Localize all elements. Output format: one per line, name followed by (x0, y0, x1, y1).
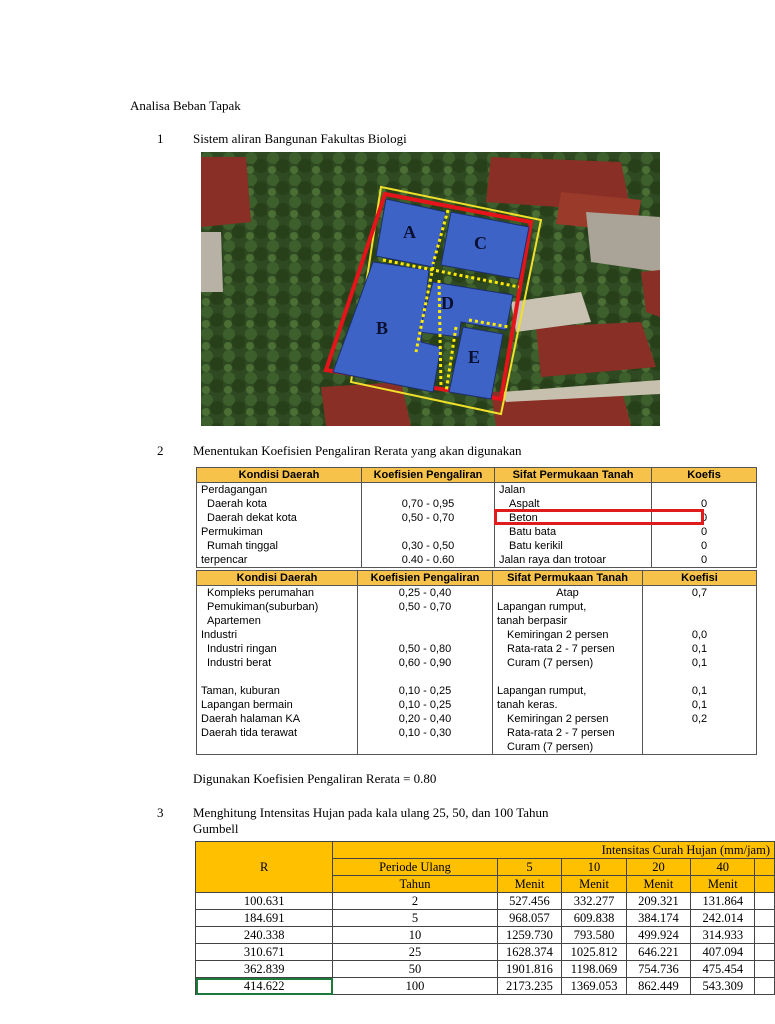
coef2-cell: Kemiringan 2 persen (493, 712, 643, 726)
coef2-cell (643, 614, 757, 628)
coef-header-koefisien: Koefisien Pengaliran (362, 468, 495, 483)
coef2-cell: 0,25 - 0,40 (358, 586, 493, 601)
cell[interactable]: 2173.235 (497, 978, 562, 995)
coef-header-kondisi: Kondisi Daerah (197, 468, 362, 483)
coef2-cell (358, 740, 493, 755)
coef-cell: Batu bata (495, 525, 652, 539)
cell[interactable] (755, 893, 775, 910)
coef-cell: Daerah kota (197, 497, 362, 511)
coef2-cell: 0,20 - 0,40 (358, 712, 493, 726)
coef2-cell: Atap (493, 586, 643, 601)
item-number-1: 1 (157, 131, 164, 146)
cell[interactable] (755, 944, 775, 961)
unit-header: Menit (626, 876, 690, 893)
cell[interactable] (755, 978, 775, 995)
cell[interactable]: 242.014 (691, 910, 755, 927)
cell[interactable]: 968.057 (497, 910, 562, 927)
coef-note: Digunakan Koefisien Pengaliran Rerata = 0.80 (193, 771, 437, 786)
table-row (196, 961, 775, 978)
coef-cell: Permukiman (197, 525, 362, 539)
item-text-3: Menghitung Intensitas Hujan pada kala ulang 25, 50, dan 100 Tahun (193, 805, 549, 820)
coef2-cell: Rata-rata 2 - 7 persen (493, 726, 643, 740)
cell[interactable]: 332.277 (562, 893, 627, 910)
coef2-header-koefisien: Koefisien Pengaliran (358, 571, 493, 586)
coef2-cell: 0,7 (643, 586, 757, 601)
coef-cell: Jalan raya dan trotoar (495, 553, 652, 568)
beton-highlight-box (494, 509, 704, 525)
cell[interactable]: 862.449 (626, 978, 690, 995)
coef-cell: Daerah dekat kota (197, 511, 362, 525)
coef2-cell: tanah keras. (493, 698, 643, 712)
map-label-e: E (468, 347, 481, 367)
cell[interactable]: 499.924 (626, 927, 690, 944)
item-number-3: 3 (157, 805, 164, 820)
coef2-cell: 0,10 - 0,25 (358, 684, 493, 698)
coef2-cell: 0,50 - 0,80 (358, 642, 493, 656)
coef2-cell: Daerah tida terawat (197, 726, 358, 740)
coef2-cell: Industri berat (197, 656, 358, 670)
coef-cell: 0,70 - 0,95 (362, 497, 495, 511)
coef2-cell: Taman, kuburan (197, 684, 358, 698)
selected-cell[interactable]: 414.622 (196, 978, 333, 995)
coef2-cell (197, 740, 358, 755)
coef-cell: 0 (652, 525, 757, 539)
coef2-cell (358, 628, 493, 642)
coef2-cell: Industri ringan (197, 642, 358, 656)
coef2-cell: 0,1 (643, 656, 757, 670)
cell[interactable]: 1901.816 (497, 961, 562, 978)
coef-cell (652, 483, 757, 498)
cell[interactable]: 543.309 (691, 978, 755, 995)
cell[interactable]: 475.454 (691, 961, 755, 978)
coef2-cell: 0,1 (643, 698, 757, 712)
coef2-cell (643, 740, 757, 755)
map-label-d: D (441, 293, 454, 313)
cell[interactable]: 793.580 (562, 927, 627, 944)
coef-table-bottom (196, 570, 718, 753)
col-r-header: R (196, 842, 333, 893)
coef-cell: 0.40 - 0.60 (362, 553, 495, 568)
coef-cell: Perdagangan (197, 483, 362, 498)
cell[interactable]: 1025.812 (562, 944, 627, 961)
coef2-header-kondisi: Kondisi Daerah (197, 571, 358, 586)
coef-cell (362, 525, 495, 539)
cell[interactable]: 407.094 (691, 944, 755, 961)
coef2-cell (358, 670, 493, 684)
cell[interactable]: 1628.374 (497, 944, 562, 961)
duration-header: 5 (497, 859, 562, 876)
coef2-cell: Lapangan rumput, (493, 684, 643, 698)
cell[interactable]: 362.839 (196, 961, 333, 978)
coef2-cell (493, 670, 643, 684)
cell[interactable]: 25 (333, 944, 497, 961)
coef2-cell (643, 670, 757, 684)
unit-header-extra (755, 876, 775, 893)
coef-header-koef: Koefis (652, 468, 757, 483)
coef2-cell: 0,50 - 0,70 (358, 600, 493, 614)
coef2-cell (358, 614, 493, 628)
coef2-cell (643, 726, 757, 740)
page-heading: Analisa Beban Tapak (130, 98, 241, 113)
table-row (196, 927, 775, 944)
duration-header-extra (755, 859, 775, 876)
coef2-cell (197, 670, 358, 684)
intensity-table (195, 841, 775, 995)
coef2-cell: Daerah halaman KA (197, 712, 358, 726)
cell[interactable]: 527.456 (497, 893, 562, 910)
coef-cell: 0,30 - 0,50 (362, 539, 495, 553)
table-row (196, 944, 775, 961)
duration-header: 10 (562, 859, 627, 876)
coef-cell: terpencar (197, 553, 362, 568)
coef-cell: 0,50 - 0,70 (362, 511, 495, 525)
coef-cell: 0 (652, 497, 757, 511)
coef2-cell: Apartemen (197, 614, 358, 628)
site-map-image (201, 152, 660, 426)
item-number-2: 2 (157, 443, 164, 458)
cell[interactable]: 609.838 (562, 910, 627, 927)
item-text-2: Menentukan Koefisien Pengaliran Rerata yang akan digunakan (193, 443, 522, 458)
cell[interactable]: 1369.053 (562, 978, 627, 995)
coef2-cell: tanah berpasir (493, 614, 643, 628)
cell[interactable] (755, 910, 775, 927)
coef2-cell (643, 600, 757, 614)
table-row (196, 978, 775, 995)
cell[interactable]: 2 (333, 893, 497, 910)
coef2-cell: 0,60 - 0,90 (358, 656, 493, 670)
map-label-c: C (474, 233, 487, 253)
duration-header: 40 (691, 859, 755, 876)
tahun-header: Tahun (333, 876, 497, 893)
coef-cell: 0 (652, 539, 757, 553)
item-subtext-3: Gumbell (193, 821, 239, 836)
cell[interactable]: 1198.069 (562, 961, 627, 978)
intensity-group-header: Intensitas Curah Hujan (mm/jam) (333, 842, 775, 859)
cell[interactable]: 240.338 (196, 927, 333, 944)
cell[interactable]: 50 (333, 961, 497, 978)
cell[interactable]: 1259.730 (497, 927, 562, 944)
coef-cell-beton: Beton (495, 511, 652, 525)
cell[interactable]: 754.736 (626, 961, 690, 978)
cell[interactable]: 100 (333, 978, 497, 995)
coef2-cell: Lapangan rumput, (493, 600, 643, 614)
cell[interactable]: 209.321 (626, 893, 690, 910)
coef-cell: 0 (652, 553, 757, 568)
coef2-cell: 0,10 - 0,30 (358, 726, 493, 740)
unit-header: Menit (691, 876, 755, 893)
coef2-cell: 0,1 (643, 684, 757, 698)
coef2-cell: Lapangan bermain (197, 698, 358, 712)
coef2-header-sifat: Sifat Permukaan Tanah (493, 571, 643, 586)
coef2-cell: Curam (7 persen) (493, 740, 643, 755)
cell[interactable]: 310.671 (196, 944, 333, 961)
coef-cell: Batu kerikil (495, 539, 652, 553)
table-row (196, 893, 775, 910)
duration-header: 20 (626, 859, 690, 876)
coef2-cell: 0,0 (643, 628, 757, 642)
coef2-cell: 0,1 (643, 642, 757, 656)
coef2-cell: Pemukiman(suburban) (197, 600, 358, 614)
coef-cell (362, 483, 495, 498)
coef2-cell: Curam (7 persen) (493, 656, 643, 670)
cell[interactable] (755, 927, 775, 944)
coef-cell: 0 (652, 511, 757, 525)
coef2-cell: Kemiringan 2 persen (493, 628, 643, 642)
coef2-cell: 0,2 (643, 712, 757, 726)
unit-header: Menit (562, 876, 627, 893)
cell[interactable]: 5 (333, 910, 497, 927)
coef2-cell: Industri (197, 628, 358, 642)
coef-cell: Jalan (495, 483, 652, 498)
coef2-cell: Rata-rata 2 - 7 persen (493, 642, 643, 656)
coef-cell: Rumah tinggal (197, 539, 362, 553)
cell[interactable]: 384.174 (626, 910, 690, 927)
cell[interactable]: 131.864 (691, 893, 755, 910)
table-row (196, 910, 775, 927)
coef-cell: Aspalt (495, 497, 652, 511)
coef2-cell: Kompleks perumahan (197, 586, 358, 601)
coef-table-top (196, 467, 721, 568)
cell[interactable]: 100.631 (196, 893, 333, 910)
map-label-a: A (403, 222, 416, 242)
coef2-header-koef: Koefisi (643, 571, 757, 586)
coef2-cell: 0,10 - 0,25 (358, 698, 493, 712)
unit-header: Menit (497, 876, 562, 893)
item-text-1: Sistem aliran Bangunan Fakultas Biologi (193, 131, 407, 146)
cell[interactable]: 10 (333, 927, 497, 944)
cell[interactable]: 314.933 (691, 927, 755, 944)
coef-header-sifat: Sifat Permukaan Tanah (495, 468, 652, 483)
cell[interactable]: 184.691 (196, 910, 333, 927)
cell[interactable] (755, 961, 775, 978)
map-label-b: B (376, 318, 389, 338)
cell[interactable]: 646.221 (626, 944, 690, 961)
periode-header: Periode Ulang (333, 859, 497, 876)
